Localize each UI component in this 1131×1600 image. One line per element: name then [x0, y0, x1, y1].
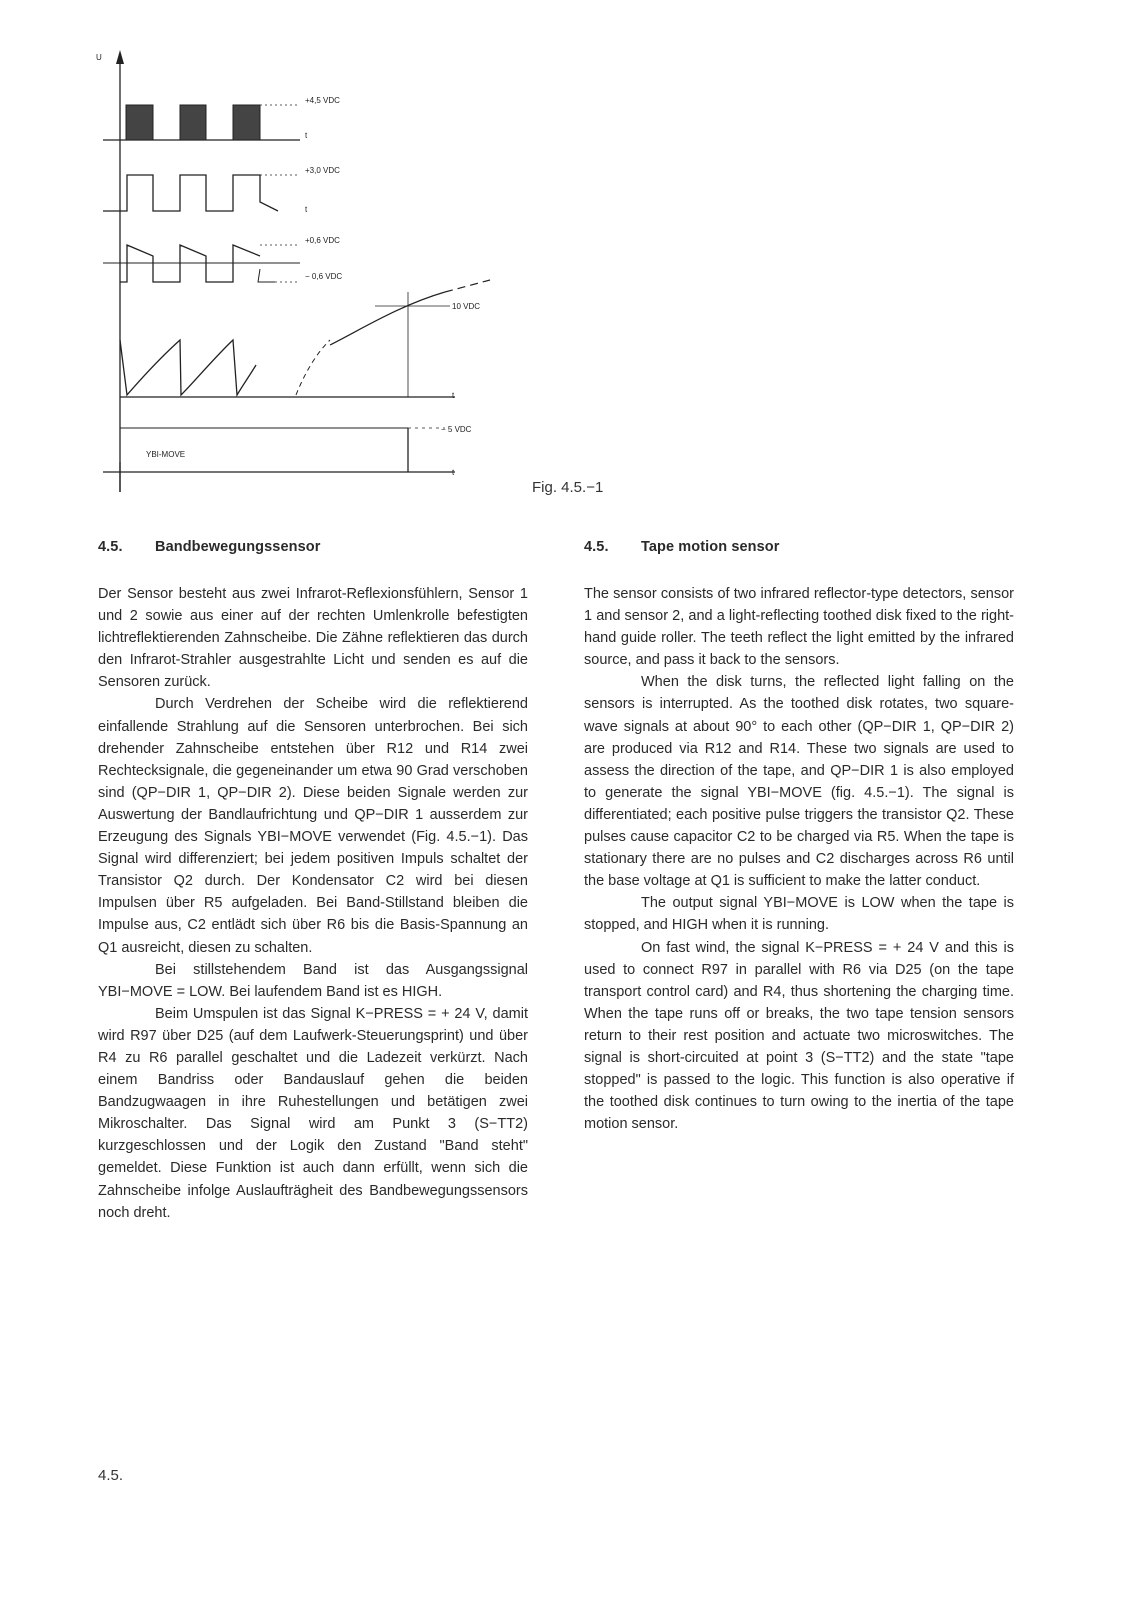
capacitor-charge-curve: [330, 292, 445, 345]
label-t-2: t: [305, 205, 308, 214]
label-5-vdc: − 5 VDC: [441, 425, 472, 434]
section-heading-english: [584, 539, 1014, 555]
label-t-4: t: [452, 391, 455, 400]
capacitor-charge-dashed: [296, 340, 330, 395]
paragraph: Beim Umspulen ist das Signal K−PRESS = + 24 V, damit wird R97 über D25 (auf dem Laufwerk-Steuerungsprint) und über R4 zu R6 parallel geschaltet und die Ladezeit verkürzt. Nach einem Bandriss oder Bandauslauf gehen die beiden Bandzugwaagen in ihre Ruhestellungen und betätigen zwei Mikroschalter. Das Signal wird am Punkt 3 (S−TT2) kurzgeschlossen und der Logik den Zustand "Band steht" gemeldet. Diese Funktion ist auch dann erfüllt, wenn sich die Zahnscheibe infolge Auslaufträgheit des Bandbewegungssensors noch dreht.: [98, 1005, 528, 1221]
section-number: 4.5.: [584, 539, 609, 555]
paragraph: Bei stillstehendem Band ist das Ausgangssignal YBI−MOVE = LOW. Bei laufendem Band ist es HIGH.: [98, 961, 528, 1000]
section-heading-german: [98, 539, 528, 555]
heading-title: Tape motion sensor: [641, 539, 780, 555]
heading-title: Bandbewegungssensor: [155, 539, 321, 555]
label-10-vdc: 10 VDC: [452, 302, 481, 311]
signal-timing-diagram: [0, 0, 1131, 500]
burst-pulses: [126, 105, 260, 140]
label-3-0-vdc: +3,0 VDC: [305, 166, 340, 175]
label-ybi-move: YBI-MOVE: [146, 450, 186, 459]
label-t-1: t: [305, 131, 308, 140]
column-german: [98, 539, 528, 1224]
capacitor-sawtooth: [120, 340, 256, 395]
paragraph: Der Sensor besteht aus zwei Infrarot-Reflexionsfühlern, Sensor 1 und 2 sowie aus einer auf der rechten Umlenkrolle befestigten lichtreflektierenden Zahnscheibe. Die Zähne reflektieren das durch den Infrarot-Strahler ausgestrahlte Licht und senden es auf die Sensoren zurück.: [98, 586, 528, 691]
paragraph: When the disk turns, the reflected light falling on the sensors is interrupted. As the toothed disk rotates, two square-wave signals at about 90° to each other (QP−DIR 1, QP−DIR 2) are produced via R12 and R14. These two signals are used to assess the direction of the tape, and QP−DIR 1 is also employed to generate the signal YBI−MOVE (fig. 4.5.−1). The signal is differentiated; each positive pulse triggers the transistor Q2. These pulses cause capacitor C2 to be charged via R5. When the tape is stationary there are no pulses and C2 discharges across R6 until the base voltage at Q1 is sufficient to make the latter conduct.: [584, 674, 1014, 890]
figure-caption: Fig. 4.5.−1: [532, 479, 604, 496]
axis-arrow: [116, 50, 124, 64]
section-number: 4.5.: [98, 539, 123, 555]
label-neg-0-6-vdc: − 0,6 VDC: [305, 272, 343, 281]
label-t-5: t: [452, 468, 455, 477]
paragraph: Durch Verdrehen der Scheibe wird die reflektierend einfallende Strahlung auf die Sensoren unterbrochen. Bei sich drehender Zahnscheibe entstehen über R12 und R14 zwei Rechtecksignale, die gegeneinander um etwa 90 Grad verschoben sind (QP−DIR 1, QP−DIR 2). Diese beiden Signale werden zur Auswertung der Bandlaufrichtung und QP−DIR 1 ausserdem zur Erzeugung des Signals YBI−MOVE verwendet (Fig. 4.5.−1). Das Signal wird differenziert; bei jedem positiven Impuls schaltet der Transistor Q2 durch. Der Kondensator C2 wird bei diesen Impulsen über R5 aufgeladen. Bei Band-Stillstand bleiben die Impulse aus, C2 entlädt sich über R6 bis die Basis-Spannung an Q1 ausreicht, diesen zu schalten.: [98, 696, 528, 956]
paragraph: The output signal YBI−MOVE is LOW when the tape is stopped, and HIGH when it is running.: [584, 895, 1014, 934]
axis-label-u: U: [96, 53, 102, 62]
page-number: 4.5.: [98, 1467, 124, 1484]
paragraph: On fast wind, the signal K−PRESS = + 24 V and this is used to connect R97 in parallel with R6 via D25 (on the tape transport control card) and R4, thus shortening the charging time. When the tape runs off or breaks, the two tape tension sensors return to their rest position and actuate two microswitches. The signal is short-circuited at point 3 (S−TT2) and the state "tape stopped" is passed to the logic. This function is also operative if the toothed disk continues to turn owing to the inertia of the tape motion sensor.: [584, 939, 1014, 1133]
column-english: [584, 539, 1014, 1135]
square-wave-1: [103, 175, 278, 211]
label-0-6-vdc: +0,6 VDC: [305, 236, 340, 245]
label-4-5-vdc: +4,5 VDC: [305, 96, 340, 105]
paragraph: The sensor consists of two infrared reflector-type detectors, sensor 1 and sensor 2, and a light-reflecting toothed disk fixed to the right-hand guide roller. The teeth reflect the light emitted by the infrared source, and pass it back to the sensors.: [584, 586, 1014, 669]
